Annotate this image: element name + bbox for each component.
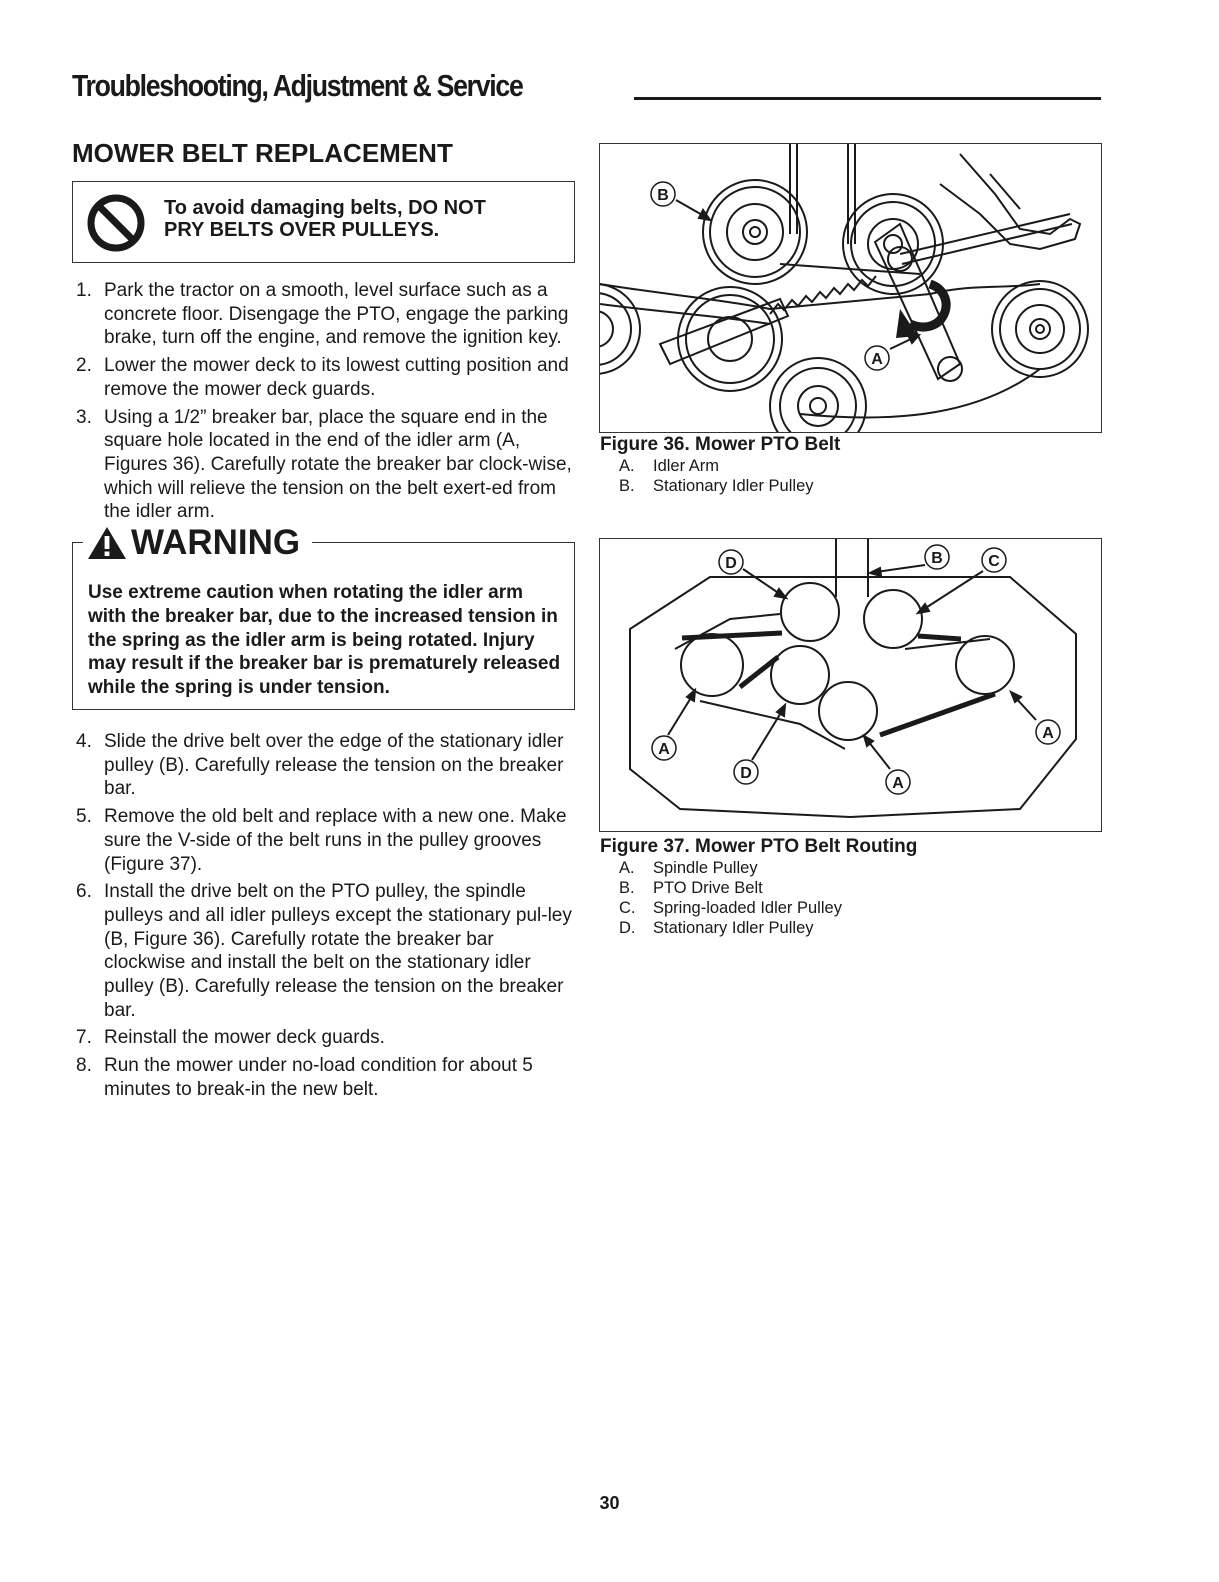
fig37-callout-a-left: A	[658, 741, 670, 758]
step-text: Park the tractor on a smooth, level surface such as a concrete floor. Disengage the PTO, engage the parking brake, turn off the engine, and remove the ignition key.	[104, 280, 569, 349]
fig37-callout-b: B	[931, 550, 943, 567]
figure-37-illustration	[599, 538, 1102, 832]
step-item	[72, 279, 575, 350]
step-number: 6.	[76, 881, 92, 903]
fig37-callout-c: C	[988, 553, 1000, 570]
step-item	[72, 805, 575, 876]
step-item	[72, 406, 575, 525]
step-item	[72, 1026, 575, 1050]
legend-label: Idler Arm	[653, 457, 720, 475]
fig37-callout-d-bottom: D	[740, 765, 752, 782]
legend-label: Spindle Pulley	[653, 859, 758, 877]
legend-letter: C.	[619, 899, 636, 917]
page-header-title: Troubleshooting, Adjustment & Service	[72, 68, 523, 103]
step-number: 7.	[76, 1027, 92, 1049]
figure-36-title: Figure 36. Mower PTO Belt	[600, 434, 841, 455]
notice-line-2: PRY BELTS OVER PULLEYS.	[164, 219, 440, 241]
figure-37-title: Figure 37. Mower PTO Belt Routing	[600, 836, 918, 857]
legend-item	[600, 476, 1100, 496]
step-text: Run the mower under no-load condition for about 5 minutes to break-in the new belt.	[104, 1055, 533, 1100]
steps-list-2	[72, 730, 575, 1102]
legend-letter: B.	[619, 879, 635, 897]
step-number: 1.	[76, 280, 92, 301]
warning-heading	[83, 523, 312, 563]
legend-label: PTO Drive Belt	[653, 879, 763, 897]
step-text: Install the drive belt on the PTO pulley, the spindle pulleys and all idler pulleys except the stationary pul-ley (B, Figure 36). Carefully rotate the breaker bar clockwise and install the belt on the stationary idler pulley (B). Carefully release the tension on the breaker bar.	[104, 881, 572, 1021]
step-number: 4.	[76, 731, 92, 753]
legend-letter: A.	[619, 457, 635, 475]
warning-triangle-icon	[87, 526, 127, 560]
figure-36-caption	[600, 434, 1100, 496]
legend-label: Stationary Idler Pulley	[653, 919, 814, 937]
section-title: MOWER BELT REPLACEMENT	[72, 138, 453, 168]
step-text: Using a 1/2” breaker bar, place the square end in the square hole located in the end of the idler arm (A, Figures 36). Carefully rotate the breaker bar clock-wise, which will relieve the tension on the belt exert-ed from the idler arm.	[104, 406, 572, 523]
step-item	[72, 730, 575, 801]
legend-item	[600, 898, 1100, 918]
legend-item	[600, 456, 1100, 476]
step-number: 8.	[76, 1055, 92, 1077]
warning-text: Use extreme caution when rotating the idler arm with the breaker bar, due to the increased tension in the spring as the idler arm is being rotated. Injury may result if the breaker bar is prematurely released while the spring is under tension.	[88, 582, 561, 699]
legend-letter: B.	[619, 477, 635, 495]
fig37-callout-a-right: A	[1042, 725, 1054, 742]
notice-box	[72, 181, 575, 263]
legend-item	[600, 878, 1100, 898]
fig37-callout-a-bottom: A	[892, 775, 904, 792]
fig36-callout-a: A	[871, 351, 883, 368]
warning-box	[72, 523, 575, 710]
step-number: 2.	[76, 355, 92, 377]
step-item	[72, 354, 575, 401]
legend-label: Stationary Idler Pulley	[653, 477, 814, 495]
step-item	[72, 1054, 575, 1101]
belt-routing-diagram	[600, 539, 1101, 831]
step-text: Reinstall the mower deck guards.	[104, 1027, 385, 1049]
step-text: Remove the old belt and replace with a new one. Make sure the V-side of the belt runs in the pulley grooves (Figure 37).	[104, 806, 567, 875]
notice-line-1: To avoid damaging belts, DO NOT	[164, 197, 486, 219]
step-number: 3.	[76, 406, 92, 428]
legend-letter: D.	[619, 919, 636, 937]
step-number: 5.	[76, 806, 92, 828]
step-text: Slide the drive belt over the edge of the stationary idler pulley (B). Carefully release the tension on the breaker bar.	[104, 731, 564, 800]
pto-belt-illustration	[600, 144, 1101, 432]
legend-item	[600, 918, 1100, 938]
left-column	[72, 136, 575, 1106]
legend-letter: A.	[619, 859, 635, 877]
page-header	[72, 66, 1102, 106]
fig36-callout-b: B	[657, 187, 669, 204]
prohibition-icon	[86, 193, 146, 253]
steps-list-1	[72, 279, 575, 524]
header-rule	[634, 97, 1101, 100]
step-text: Lower the mower deck to its lowest cutting position and remove the mower deck guards.	[104, 355, 569, 400]
step-item	[72, 880, 575, 1022]
warning-word: WARNING	[131, 523, 301, 563]
figure-36-illustration	[599, 143, 1102, 433]
fig37-callout-d-top: D	[725, 555, 737, 572]
page-number: 30	[599, 1493, 620, 1513]
notice-text	[164, 197, 544, 241]
legend-item	[600, 858, 1100, 878]
legend-label: Spring-loaded Idler Pulley	[653, 899, 842, 917]
figure-37-caption	[600, 836, 1100, 938]
